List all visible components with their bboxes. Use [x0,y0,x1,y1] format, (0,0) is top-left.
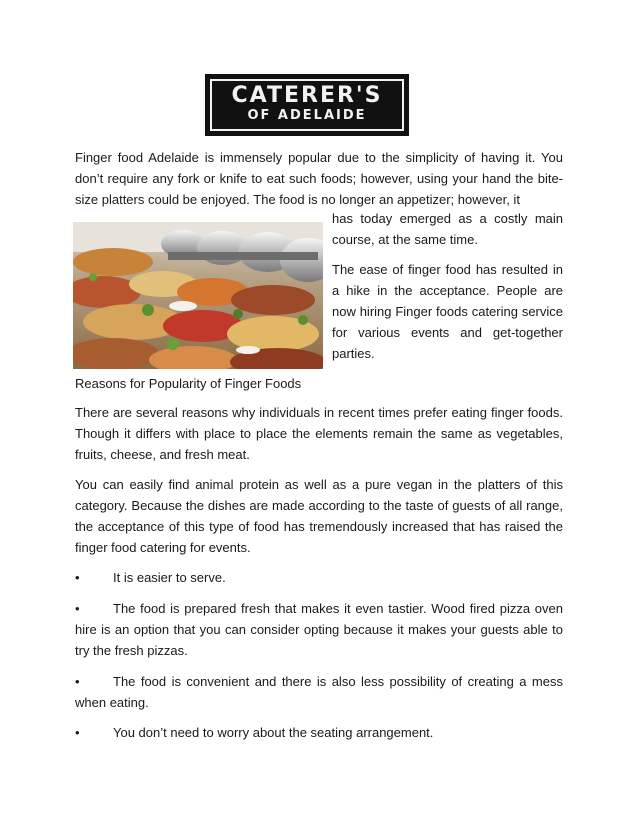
intro-paragraph-continued: has today emerged as a costly main course, at the same time. [332,211,563,247]
caterers-logo [205,74,409,136]
section-heading: Reasons for Popularity of Finger Foods [75,376,302,391]
bullet-icon: • [75,674,80,689]
protein-paragraph: You can easily find animal protein as well as a pure vegan in the platters of this category. Because the dishes are made according to the taste of guests of all range, the acceptance of this type of food has tremendously increased that has raised the finger food catering for events. [75,477,563,555]
logo-frame [210,79,404,131]
list-item [75,567,563,588]
reasons-paragraph: There are several reasons why individuals in recent times prefer eating finger foods. Though it differs with place to place the elements remain the same as vegetables, fruits, cheese, and fresh meat. [75,405,563,462]
list-item-text: The food is prepared fresh that makes it even tastier. Wood fired pizza oven hire is an option that you can consider opting because it makes your guests able to try the fresh pizzas. [75,601,563,658]
bullet-icon: • [75,570,80,585]
list-item [75,722,563,743]
bullet-icon: • [75,725,80,740]
logo-subtitle: OF ADELAIDE [247,108,367,123]
list-item-text: It is easier to serve. [113,570,226,585]
list-item [75,598,563,661]
list-item-text: You don’t need to worry about the seating arrangement. [113,725,434,740]
intro-paragraph: Finger food Adelaide is immensely popular due to the simplicity of having it. You don’t require any fork or knife to eat such foods; however, using your hand the bite-size platters could be enjoyed. The food is no longer an appetizer; however, it [75,150,563,207]
acceptance-paragraph: The ease of finger food has resulted in a hike in the acceptance. People are now hiring Finger foods catering service for various events and get-together parties. [332,262,563,361]
buffet-food-photo [73,222,323,369]
logo-title: CATERER'S [231,83,383,108]
list-item [75,671,563,713]
bullet-icon: • [75,601,80,616]
list-item-text: The food is convenient and there is also less possibility of creating a mess when eating. [75,674,563,710]
